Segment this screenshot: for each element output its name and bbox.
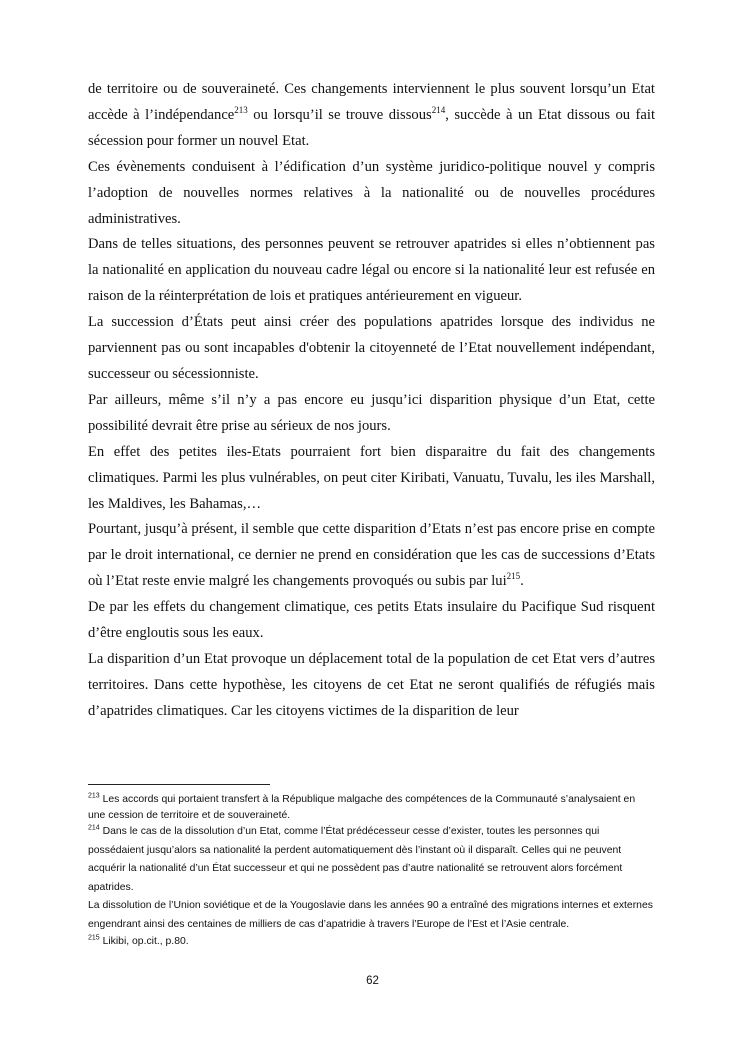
footnote-214-continued: La dissolution de l’Union soviétique et de la Yougoslavie dans les années 90 a entraîné des migrations internes et externes engendrant ainsi des centaines de milliers de cas d’apatridie à travers l’Europe de l’Est et l’Asie centrale. — [88, 900, 653, 930]
paragraph: Pourtant, jusqu’à présent, il semble que cette disparition d’Etats n’est pas encore prise en compte par le droit international, ce dernier ne prend en considération que les cas de successions d’Etats où l’Etat reste envie malgré les changements provoqués ou subis par lui$^{215}$. — [88, 521, 655, 590]
footnote-215: $^{215}$ Likibi, op.cit., p.80. — [88, 934, 189, 947]
paragraph: De par les effets du changement climatique, ces petits Etats insulaire du Pacifique Sud risquent d’être engloutis sous les eaux. — [88, 599, 655, 642]
footnote-ref-214[interactable]: 214 — [431, 105, 446, 116]
footnote-214: $^{214}$ Dans le cas de la dissolution d’un Etat, comme l’État prédécesseur cesse d’exister, toutes les personnes qui possédaient jusqu’alors sa nationalité la perdent automatiquement dès l’instant où il disparaît. Celles qui ne peuvent acquérir la nationalité d’un État successeur et qui ne possèdent pas d’autre nationalité se retrouvent alors forcément apatrides. — [88, 824, 623, 893]
paragraph: Ces évènements conduisent à l’édification d’un système juridico-politique nouvel y compris l’adoption de nouvelles normes relatives à la nationalité ou de nouvelles procédures administratives. — [88, 158, 655, 227]
footnote-ref-213[interactable]: 213 — [234, 105, 248, 116]
paragraph: Dans de telles situations, des personnes peuvent se retrouver apatrides si elles n’obtiennent pas la nationalité en application du nouveau cadre légal ou encore si la nationalité leur est refusée en raison de la réinterprétation de lois et pratiques antérieurement en vigueur. — [88, 236, 655, 305]
page-number: 62 — [366, 975, 379, 987]
page-body — [88, 77, 655, 725]
paragraph: de territoire ou de souveraineté. Ces changements interviennent le plus souvent lorsqu’un Etat accède à l’indépendance$^{213}$ ou lorsqu’il se trouve dissous$^{214}$, succède à un Etat dissous ou fait sécession pour former un nouvel Etat. — [88, 81, 656, 149]
paragraph: La succession d’États peut ainsi créer des populations apatrides lorsque des individus ne parviennent pas ou sont incapables d'obtenir la citoyenneté de l’Etat nouvellement indépendant, successeur ou sécessionniste. — [88, 314, 655, 382]
footnote-separator — [88, 784, 270, 785]
body-text — [88, 77, 655, 725]
paragraph: La disparition d’un Etat provoque un déplacement total de la population de cet Etat vers d’autres territoires. Dans cette hypothèse, les citoyens de cet Etat ne seront qualifiés de réfugiés mais d’apatrides climatiques. Car les citoyens victimes de la disparition de leur — [88, 650, 655, 719]
footnotes — [88, 784, 655, 950]
footnote-ref-215[interactable]: 215 — [506, 571, 521, 582]
paragraph: En effet des petites iles-Etats pourraient fort bien disparaitre du fait des changements climatiques. Parmi les plus vulnérables, on peut citer Kiribati, Vanuatu, Tuvalu, les iles Marshall, les Maldives, les Bahamas,… — [88, 443, 655, 512]
footnote-213: $^{213}$ Les accords qui portaient transfert à la République malgache des compétences de la Communauté s’analysaient en une cession de territoire et de souveraineté. — [88, 792, 636, 821]
paragraph: Par ailleurs, même s’il n’y a pas encore eu jusqu’ici disparition physique d’un Etat, cette possibilité devrait être prise au sérieux de nos jours. — [88, 391, 655, 434]
